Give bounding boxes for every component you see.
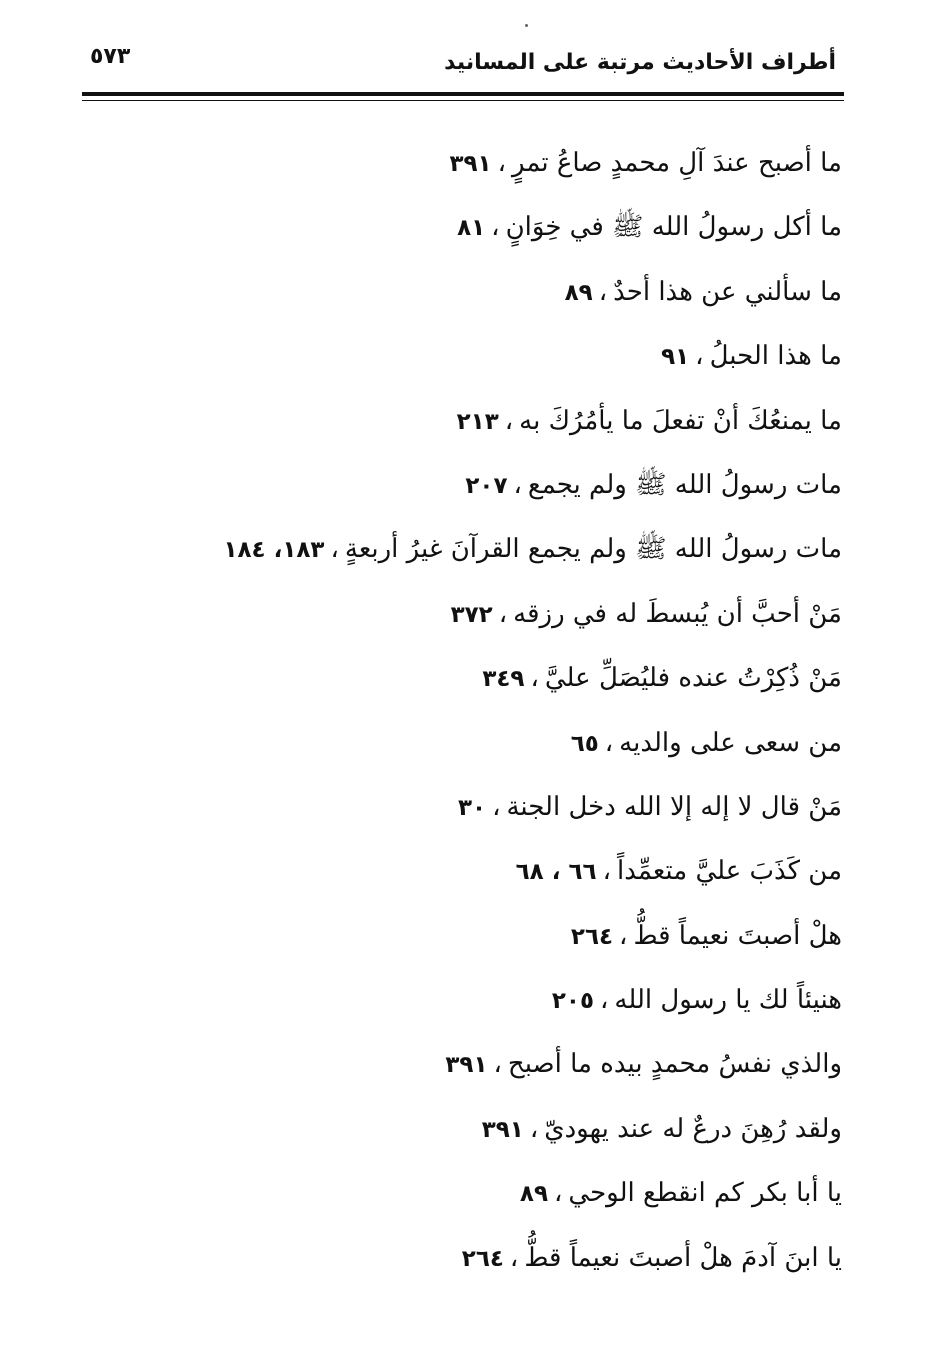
entry-page-refs: ٦٥ bbox=[570, 730, 599, 757]
index-entry: مات رسولُ الله ﷺ ولم يجمع القرآنَ غيرُ أربعةٍ،١٨٣، ١٨٤ bbox=[223, 534, 842, 565]
entry-text: مات رسولُ الله ﷺ ولم يجمع القرآنَ غيرُ أربعةٍ bbox=[344, 534, 842, 565]
entry-text: ما يمنعُكَ أنْ تفعلَ ما يأمُرُكَ به bbox=[519, 405, 842, 436]
index-entry: من كَذَبَ عليَّ متعمِّداً،٦٦ ، ٦٨ bbox=[515, 856, 842, 887]
index-entry: يا ابنَ آدمَ هلْ أصبتَ نعيماً قطُّ،٢٦٤ bbox=[461, 1242, 842, 1273]
entry-page-refs: ١٨٣، ١٨٤ bbox=[223, 537, 325, 564]
running-title: أطراف الأحاديث مرتبة على المسانيد bbox=[444, 50, 836, 75]
entry-text: ما سألني عن هذا أحدٌ bbox=[613, 276, 842, 307]
entry-text: مَنْ قال لا إله إلا الله دخل الجنة bbox=[506, 791, 842, 822]
entry-page-refs: ٩١ bbox=[661, 344, 690, 371]
scan-speck bbox=[525, 24, 528, 27]
entry-text: يا ابنَ آدمَ هلْ أصبتَ نعيماً قطُّ bbox=[524, 1242, 842, 1273]
entry-page-refs: ٢٦٤ bbox=[570, 923, 614, 950]
header-rule-thin bbox=[82, 100, 844, 101]
entry-text: مَنْ ذُكِرْتُ عنده فليُصَلِّ عليَّ bbox=[544, 663, 842, 694]
entry-page-refs: ٢١٣ bbox=[456, 408, 499, 435]
index-entry: مات رسولُ الله ﷺ ولم يجمع،٢٠٧ bbox=[465, 469, 842, 500]
entry-text: ولقد رُهِنَ درعٌ له عند يهوديّ bbox=[544, 1113, 842, 1144]
index-entry: هنيئاً لك يا رسول الله،٢٠٥ bbox=[551, 985, 842, 1016]
index-entry: ولقد رُهِنَ درعٌ له عند يهوديّ،٣٩١ bbox=[481, 1113, 842, 1144]
entry-page-refs: ٣٧٢ bbox=[450, 601, 493, 628]
entry-page-refs: ٣٠ bbox=[457, 794, 487, 821]
index-entry: ما هذا الحبلُ،٩١ bbox=[661, 341, 842, 372]
entry-text: مَنْ أحبَّ أن يُبسطَ له في رزقه bbox=[513, 598, 842, 629]
index-entry: من سعى على والديه،٦٥ bbox=[570, 727, 842, 758]
index-entry: هلْ أصبتَ نعيماً قطُّ،٢٦٤ bbox=[570, 920, 842, 951]
entry-text: هلْ أصبتَ نعيماً قطُّ bbox=[633, 920, 842, 951]
entry-text: هنيئاً لك يا رسول الله bbox=[614, 985, 842, 1016]
entry-page-refs: ٣٤٩ bbox=[482, 666, 525, 693]
entry-page-refs: ٣٩١ bbox=[449, 151, 492, 177]
index-entry: مَنْ أحبَّ أن يُبسطَ له في رزقه،٣٧٢ bbox=[450, 598, 842, 629]
index-entry: مَنْ قال لا إله إلا الله دخل الجنة،٣٠ bbox=[457, 791, 842, 822]
entry-text: من سعى على والديه bbox=[619, 727, 842, 758]
entry-text: ما أصبح عندَ آلِ محمدٍ صاعُ تمرٍ bbox=[511, 148, 842, 178]
page-number: ٥٧٣ bbox=[90, 44, 131, 69]
hadith-index-list bbox=[223, 131, 842, 1290]
entry-text: من كَذَبَ عليَّ متعمِّداً bbox=[616, 856, 842, 887]
index-entry: مَنْ ذُكِرْتُ عنده فليُصَلِّ عليَّ،٣٤٩ bbox=[482, 663, 842, 694]
index-entry: ما أكل رسولُ الله ﷺ في خِوَانٍ،٨١ bbox=[457, 212, 842, 243]
index-entry: ما سألني عن هذا أحدٌ،٨٩ bbox=[564, 276, 842, 307]
entry-text: ما أكل رسولُ الله ﷺ في خِوَانٍ bbox=[505, 212, 842, 243]
entry-page-refs: ٢٠٥ bbox=[551, 988, 595, 1015]
entry-page-refs: ٢٠٧ bbox=[465, 472, 508, 499]
header-rule-thick bbox=[82, 92, 844, 96]
entry-page-refs: ٨٩ bbox=[564, 279, 593, 306]
entry-page-refs: ٨١ bbox=[457, 215, 486, 242]
entry-text: والذي نفسُ محمدٍ بيده ما أصبح bbox=[507, 1049, 842, 1080]
entry-page-refs: ٣٩١ bbox=[481, 1116, 524, 1143]
entry-text: يا أبا بكر كم انقطع الوحي bbox=[568, 1178, 842, 1209]
index-entry: ما أصبح عندَ آلِ محمدٍ صاعُ تمرٍ،٣٩١ bbox=[449, 148, 842, 178]
entry-page-refs: ٢٦٤ bbox=[461, 1245, 504, 1272]
entry-page-refs: ٣٩١ bbox=[445, 1052, 488, 1079]
index-entry: والذي نفسُ محمدٍ بيده ما أصبح،٣٩١ bbox=[445, 1049, 842, 1080]
index-entry: يا أبا بكر كم انقطع الوحي،٨٩ bbox=[519, 1178, 842, 1209]
entry-text: مات رسولُ الله ﷺ ولم يجمع bbox=[527, 469, 842, 500]
entry-page-refs: ٨٩ bbox=[519, 1181, 548, 1208]
index-entry: ما يمنعُكَ أنْ تفعلَ ما يأمُرُكَ به،٢١٣ bbox=[456, 405, 842, 436]
entry-text: ما هذا الحبلُ bbox=[709, 341, 842, 372]
entry-page-refs: ٦٦ ، ٦٨ bbox=[515, 859, 597, 886]
page-header bbox=[82, 36, 844, 86]
